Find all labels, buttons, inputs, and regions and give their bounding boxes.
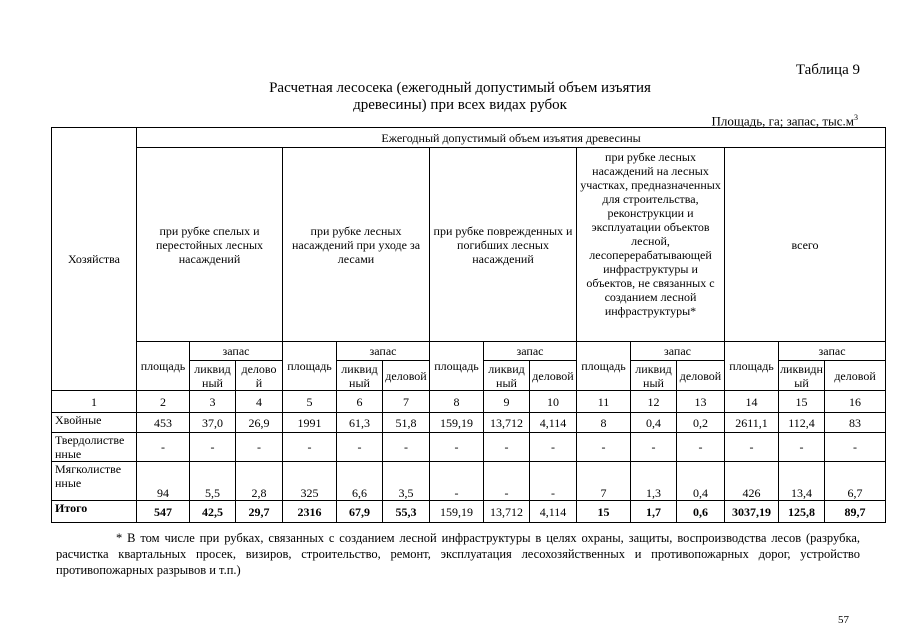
page-title [230,80,690,114]
column-number: 9 [484,391,530,413]
column-number: 14 [725,391,779,413]
header-group-5: всего [725,148,886,342]
table-cell: - [530,462,577,501]
table-cell: - [337,433,383,462]
table-row [52,501,886,523]
header-stock: запас [190,342,283,361]
header-area: площадь [430,342,484,391]
units-superscript: 3 [854,113,858,122]
table-cell: 3,5 [383,462,430,501]
column-number: 12 [631,391,677,413]
header-stock: запас [337,342,430,361]
table-cell: 6,6 [337,462,383,501]
row-label: Хвойные [52,413,137,433]
column-number: 3 [190,391,236,413]
table-cell: 0,4 [631,413,677,433]
table-cell: 8 [577,413,631,433]
harvest-table [51,127,886,523]
header-area: площадь [283,342,337,391]
table-cell: 15 [577,501,631,523]
table-cell: 7 [577,462,631,501]
table-cell: 0,4 [677,462,725,501]
column-number: 7 [383,391,430,413]
table-cell: 94 [137,462,190,501]
table-cell: 4,114 [530,501,577,523]
table-cell: 0,2 [677,413,725,433]
header-business: деловой [677,361,725,391]
table-cell: 37,0 [190,413,236,433]
header-area: площадь [577,342,631,391]
column-number: 5 [283,391,337,413]
header-business: деловой [825,361,886,391]
table-cell: 55,3 [383,501,430,523]
table-cell: 2316 [283,501,337,523]
table-cell: 61,3 [337,413,383,433]
header-liquid: ликвид ный [190,361,236,391]
table-cell: - [484,462,530,501]
footnote: * В том числе при рубках, связанных с созданием лесной инфраструктуры в целях охраны, защиты, воспроизводства лесов (разрубка, расчистка квартальных просек, визиров, строительство, ремонт, эксплуатация лесохозяйственных и противопожарных дорог, устройство противопожарных разрывов и т.п.) [56,531,860,577]
table-cell: 26,9 [236,413,283,433]
table-cell: 5,5 [190,462,236,501]
table-cell: 125,8 [779,501,825,523]
column-number: 4 [236,391,283,413]
header-area: площадь [137,342,190,391]
table-cell: 159,19 [430,413,484,433]
units-text: Площадь, га; запас, тыс.м [711,113,854,129]
column-number: 13 [677,391,725,413]
table-cell: 6,7 [825,462,886,501]
table-cell: 547 [137,501,190,523]
header-group-3: при рубке поврежденных и погибших лесных насаждений [430,148,577,342]
table-row [52,413,886,433]
table-cell: 2611,1 [725,413,779,433]
table-cell: - [530,433,577,462]
header-stock: запас [779,342,886,361]
table-cell: - [725,433,779,462]
row-label-part: Твердолистве [55,433,125,447]
table-cell: - [577,433,631,462]
table-cell: 159,19 [430,501,484,523]
row-label-part: нные [55,476,82,490]
header-liquid: ликвидн ый [780,361,823,390]
table-cell: 42,5 [190,501,236,523]
header-group-2: при рубке лесных насаждений при уходе за лесами [283,148,430,342]
table-cell: 51,8 [383,413,430,433]
column-number: 2 [137,391,190,413]
row-label [52,462,137,501]
table-row [52,433,886,462]
table-cell: 89,7 [825,501,886,523]
table-cell: 2,8 [236,462,283,501]
table-cell: 13,712 [484,413,530,433]
table-cell: 3037,19 [725,501,779,523]
header-stock: запас [484,342,577,361]
row-label-part: Мягколистве [55,462,122,476]
row-label-part: нные [55,447,82,461]
table-cell: - [631,433,677,462]
header-business: делово й [236,361,283,391]
table-cell: 426 [725,462,779,501]
column-number: 11 [577,391,631,413]
table-cell: - [825,433,886,462]
column-number: 1 [52,391,137,413]
table-cell: - [677,433,725,462]
table-cell: - [236,433,283,462]
header-liquid: ликвид ный [631,361,677,391]
column-number: 10 [530,391,577,413]
table-cell: - [137,433,190,462]
table-cell: 67,9 [337,501,383,523]
table-cell: 0,6 [677,501,725,523]
header-area: площадь [725,342,779,391]
table-cell: 1,7 [631,501,677,523]
table-cell: - [283,433,337,462]
header-business: деловой [530,361,577,391]
table-cell: 83 [825,413,886,433]
table-cell: 453 [137,413,190,433]
header-liquid: ликвид ный [484,361,530,391]
table-cell: 4,114 [530,413,577,433]
table-cell: - [190,433,236,462]
header-group-1: при рубке спелых и перестойных лесных насаждений [137,148,283,342]
table-cell: 112,4 [779,413,825,433]
header-group-4: при рубке лесных насаждений на лесных участках, предназначенных для строительства, реконструкции и эксплуатации объектов лесной, лесоперерабатывающей инфраструктуры и объектов, не связанных с созданием лесной инфраструктуры* [577,148,725,342]
table-cell: - [383,433,430,462]
header-business: деловой [383,361,430,391]
table-cell: 325 [283,462,337,501]
column-number: 16 [825,391,886,413]
table-cell: 1991 [283,413,337,433]
header-farms: Хозяйства [52,128,137,391]
column-number: 15 [779,391,825,413]
title-line-1: Расчетная лесосека (ежегодный допустимый объем изъятия [269,80,651,96]
page-number: 57 [838,614,849,626]
table-label: Таблица 9 [795,62,860,78]
header-annual-volume: Ежегодный допустимый объем изъятия древесины [137,128,886,148]
table-cell: - [430,433,484,462]
table-cell: 13,712 [484,501,530,523]
table-cell: 13,4 [779,462,825,501]
table-cell: - [430,462,484,501]
header-stock: запас [631,342,725,361]
column-number: 6 [337,391,383,413]
table-row [52,462,886,501]
column-number: 8 [430,391,484,413]
table-cell: 29,7 [236,501,283,523]
row-label [52,433,137,462]
header-liquid: ликвид ный [337,361,383,391]
table-cell: 1,3 [631,462,677,501]
table-cell: - [484,433,530,462]
table-cell: - [779,433,825,462]
title-line-2: древесины) при всех видах рубок [353,97,567,113]
row-label: Итого [52,501,137,523]
